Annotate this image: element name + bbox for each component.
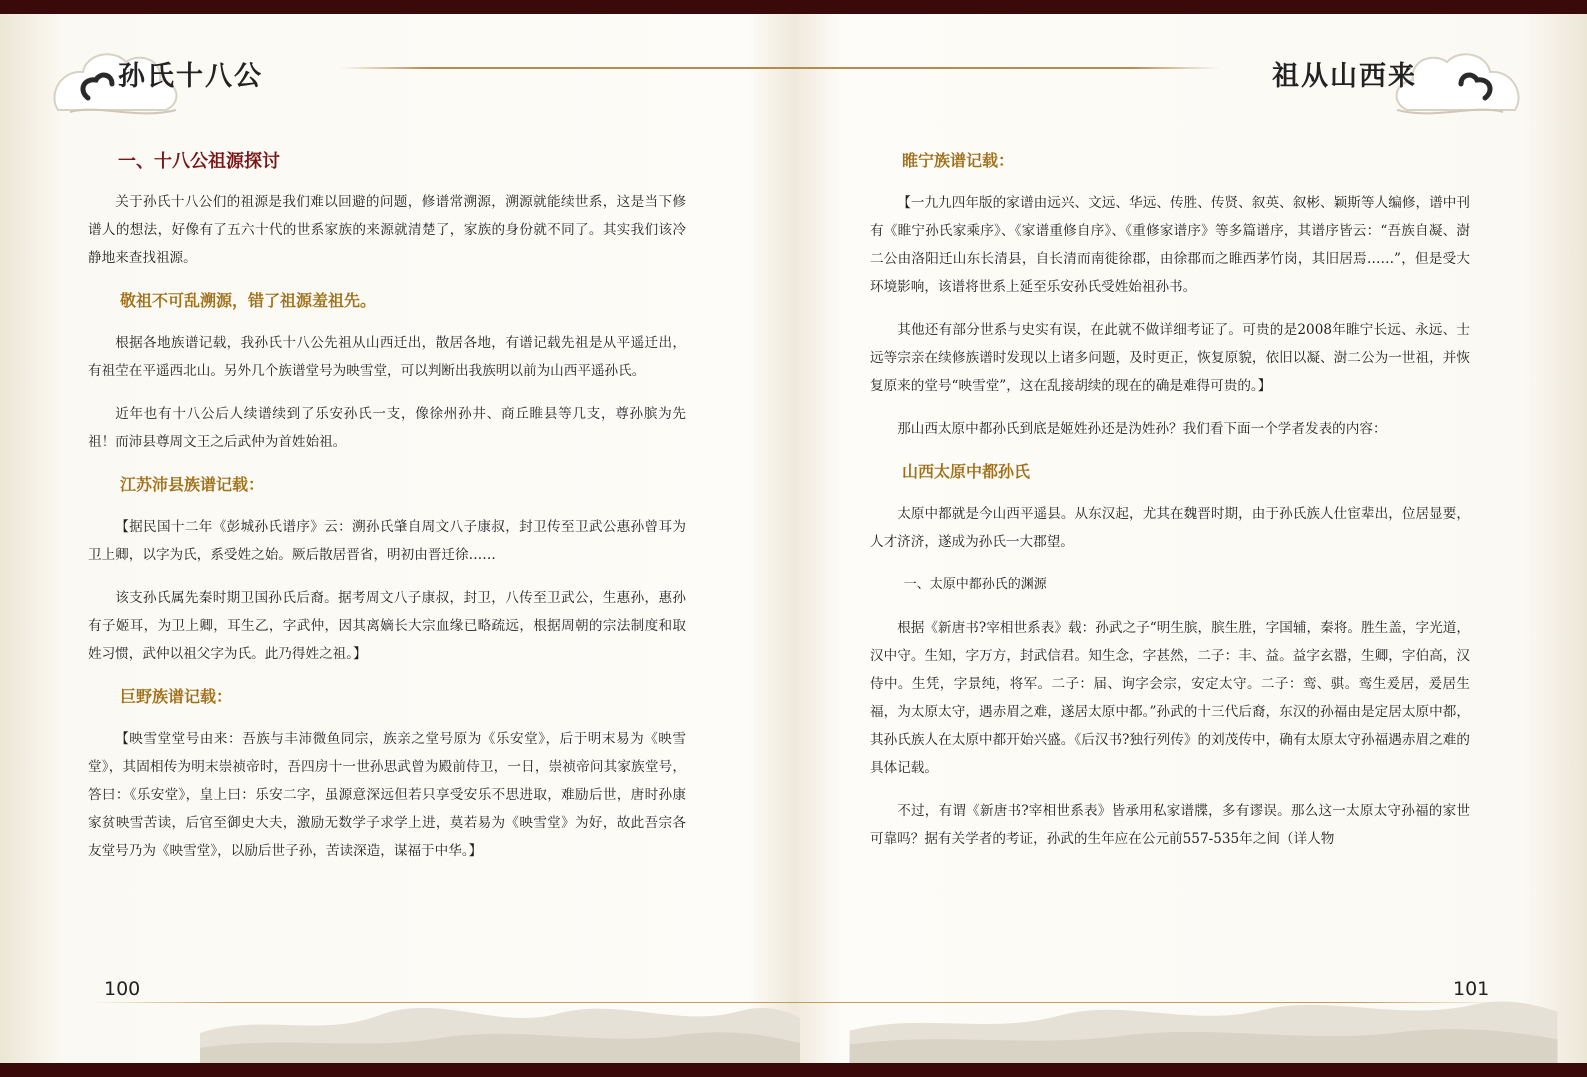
paragraph: 其他还有部分世系与史实有误，在此就不做详细考证了。可贵的是2008年睢宁长远、永远、士远等宗亲在续修族谱时发现以上诸多问题，及时更正，恢复原貌，依旧以凝、澍二公为一世祖，并恢复原来的堂号“映雪堂”，这在乱接胡续的现在的确是难得可贵的。】	[870, 322, 1470, 394]
subheading-suining: 睢宁族谱记载：	[902, 151, 1015, 170]
subheading-taiyuan: 山西太原中都孙氏	[902, 462, 1031, 481]
paragraph: 根据《新唐书?宰相世系表》载：孙武之子“明生膑，膑生胜，字国辅，秦将。胜生盖，字光道，汉中守。生知，字万方，封武信君。知生念，字甚然，二子：丰、益。益字玄嚣，生卿，字伯高，汉侍中。生凭，字景纯，将军。二子：届、询字会宗，安定太守。二子：鸾、骐。鸾生爰居，爰居生福，为太原太守，遇赤眉之难，遂居太原中都。”孙武的十三代后裔，东汉的孙福由是定居太原中都，其孙氏族人在太原中都开始兴盛。《后汉书?独行列传》的刘茂传中，确有太原太守孙福遇赤眉之难的具体记载。	[870, 620, 1470, 776]
numbered-subheading: 一、太原中都孙氏的渊源	[903, 577, 1047, 592]
paragraph: 【一九九四年版的家谱由远兴、文远、华远、传胜、传贤、叙英、叙彬、颖斯等人编修，谱中刊有《睢宁孙氏家乘序》、《家谱重修自序》、《重修家谱序》等多篇谱序，其谱序皆云：“吾族自凝、澍二公由洛阳迁山东长清县，自长清而南徙徐郡，由徐郡而之睢西茅竹岗，其旧居焉……”，但是受大环境影响，该谱将世系上延至乐安孙氏受姓始祖孙书。	[870, 195, 1470, 295]
paragraph: 那山西太原中都孙氏到底是姬姓孙还是沩姓孙？我们看下面一个学者发表的内容：	[897, 421, 1387, 437]
section-heading: 一、十八公祖源探讨	[118, 151, 280, 172]
subheading-ancestry: 敬祖不可乱溯源，错了祖源羞祖先。	[120, 291, 377, 310]
bottom-frame-bar	[0, 1063, 1587, 1077]
right-mountain-decoration	[820, 943, 1587, 1063]
page-number-right: 101	[1453, 978, 1490, 1000]
paragraph: 【据民国十二年《彭城孙氏谱序》云：溯孙氏肇自周文八子康叔，封卫传至卫武公惠孙曾耳为卫上卿，以字为氏，系受姓之始。厥后散居晋省，明初由晋迁徐……	[88, 519, 686, 563]
left-mountain-decoration	[200, 943, 800, 1063]
top-frame-bar	[0, 0, 1587, 14]
paragraph: 不过，有谓《新唐书?宰相世系表》皆承用私家谱牒，多有谬误。那么这一太原太守孙福的家世可靠吗？据有关学者的考证，孙武的生年应在公元前557-535年之间（详人物	[870, 803, 1470, 847]
right-page-column	[870, 147, 1470, 868]
header-rule	[340, 67, 1220, 69]
page-number-left: 100	[104, 978, 141, 1000]
paragraph: 【映雪堂堂号由来：吾族与丰沛微鱼同宗，族亲之堂号原为《乐安堂》，后于明末易为《映雪堂》，其固相传为明末崇祯帝时，吾四房十一世孙思武曾为殿前侍卫，一日，崇祯帝问其家族堂号，答曰：《乐安堂》，皇上曰：乐安二字，虽源意深远但若只享受安乐不思进取，难励后世，唐时孙康家贫映雪苦读，后官至御史大夫，激励无数学子求学上进，莫若易为《映雪堂》为好，故此吾宗各友堂号乃为《映雪堂》，以励后世子孙，苦读深造，谋福于中华。】	[88, 731, 686, 859]
paragraph: 该支孙氏属先秦时期卫国孙氏后裔。据考周文八子康叔，封卫，八传至卫武公，生惠孙，惠孙有子姬耳，为卫上卿，耳生乙，字武仲，因其离嫡长大宗血缘已略疏远，根据周朝的宗法制度和取姓习惯，武仲以祖父字为氏。此乃得姓之祖。】	[88, 590, 686, 662]
paragraph: 根据各地族谱记载，我孙氏十八公先祖从山西迁出，散居各地，有谱记载先祖是从平遥迁出，有祖茔在平遥西北山。另外几个族谱堂号为映雪堂，可以判断出我族明以前为山西平遥孙氏。	[88, 335, 686, 379]
intro-paragraph: 关于孙氏十八公们的祖源是我们难以回避的问题，修谱常溯源，溯源就能续世系，这是当下修谱人的想法，好像有了五六十代的世系家族的来源就清楚了，家族的身份就不同了。其实我们该冷静地来查找祖源。	[88, 194, 686, 266]
paragraph: 太原中都就是今山西平遥县。从东汉起，尤其在魏晋时期，由于孙氏族人仕宦辈出，位居显要，人才济济，遂成为孙氏一大郡望。	[870, 506, 1470, 550]
left-page-column	[88, 142, 686, 880]
subheading-juye: 巨野族谱记载：	[120, 687, 233, 706]
subheading-peixian: 江苏沛县族谱记载：	[120, 475, 265, 494]
paragraph: 近年也有十八公后人续谱续到了乐安孙氏一支，像徐州孙井、商丘睢县等几支，尊孙膑为先祖！而沛县尊周文王之后武仲为首姓始祖。	[88, 406, 686, 450]
running-title-left: 孙氏十八公	[118, 61, 263, 92]
running-title-right: 祖从山西来	[1272, 61, 1417, 92]
footer-rule	[90, 1002, 1500, 1003]
